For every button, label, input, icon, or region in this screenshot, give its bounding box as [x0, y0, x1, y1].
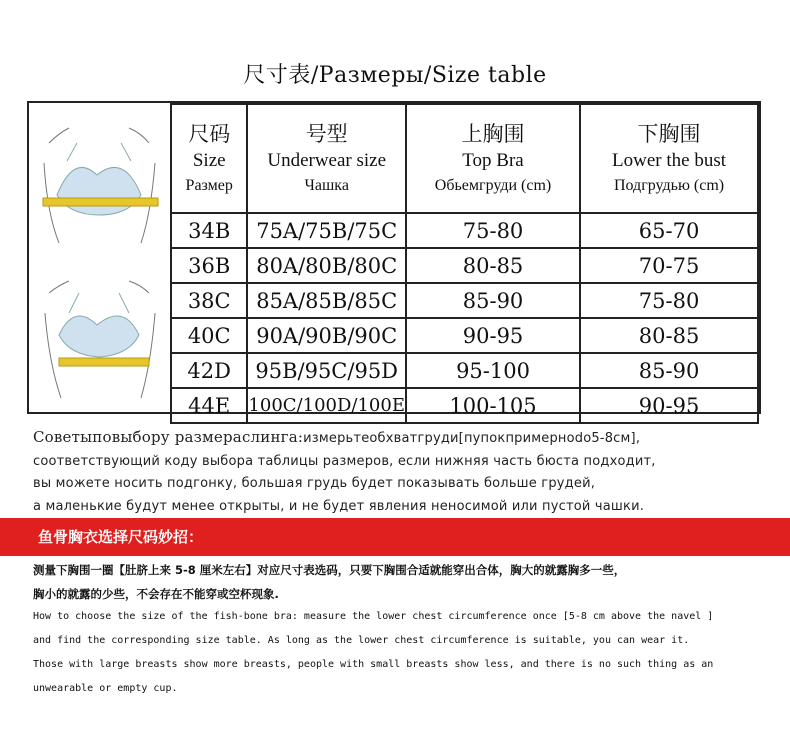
english-tips: [33, 605, 783, 701]
red-banner: [0, 518, 790, 556]
cell-size: 36B: [171, 248, 247, 283]
cell-underwear-size: 90A/90B/90C: [247, 318, 406, 353]
header-en: Size: [192, 149, 226, 171]
russian-tips-line1-rest: измерьтеобхватгруди[пупокпримерноdo5-8см],: [303, 431, 641, 446]
cell-underwear-size: 100C/100D/100E: [247, 388, 406, 423]
chinese-tips-line: 测量下胸围一圈【肚脐上来 5-8 厘米左右】对应尺寸表选码，只要下胸围合适就能穿出合体，胸大的就露胸多一些，: [33, 563, 626, 577]
english-tips-line: and find the corresponding size table. As long as the lower chest circumference is suitable, you can wear it.: [33, 635, 690, 646]
russian-tips: [33, 426, 773, 518]
cell-top-bra: 75-80: [406, 213, 580, 248]
cell-underwear-size: 80A/80B/80C: [247, 248, 406, 283]
header-ru: Обьемгруди (cm): [434, 176, 552, 194]
header-ru: Чашка: [304, 176, 349, 194]
header-cn: 尺码: [188, 121, 231, 146]
size-table-frame: [27, 101, 761, 418]
cell-underwear-size: 95B/95C/95D: [247, 353, 406, 388]
cell-lower-bust: 65-70: [580, 213, 758, 248]
english-tips-line: Those with large breasts show more breasts, people with small breasts show less, and there is no such thing as an: [33, 659, 714, 670]
cell-lower-bust: 75-80: [580, 283, 758, 318]
russian-tips-lead: Советыповыбору размераслинга:: [33, 428, 304, 446]
red-banner-text: 鱼骨胸衣选择尺码妙招：: [38, 528, 204, 546]
header-top-bra: [406, 104, 580, 213]
bra-fitting-illustration: [29, 103, 170, 412]
english-tips-line: unwearable or empty cup.: [33, 683, 178, 694]
cell-size: 44E: [171, 388, 247, 423]
header-en: Top Bra: [462, 149, 524, 171]
header-lower-bust: [580, 104, 758, 213]
russian-tips-line: а маленькие будут менее открыты, и не будет явления неносимой или пустой чашки.: [33, 498, 645, 514]
page-title: 尺寸表/Размеры/Size table: [243, 63, 547, 88]
header-cn: 号型: [305, 121, 348, 146]
lower-bust-figure: [45, 281, 155, 398]
top-bra-figure: [43, 128, 158, 243]
cell-top-bra: 85-90: [406, 283, 580, 318]
header-en: Underwear size: [267, 149, 387, 171]
chinese-tips: [33, 558, 778, 606]
cell-size: 42D: [171, 353, 247, 388]
table-row: [171, 353, 758, 388]
cell-size: 34B: [171, 213, 247, 248]
table-row: [171, 388, 758, 423]
table-row: [171, 283, 758, 318]
size-table: [170, 103, 759, 424]
table-row: [171, 248, 758, 283]
cell-top-bra: 80-85: [406, 248, 580, 283]
table-row: [171, 213, 758, 248]
header-size: [171, 104, 247, 213]
cell-size: 38C: [171, 283, 247, 318]
russian-tips-line: соответствующий коду выбора таблицы размеров, если нижняя часть бюста подходит,: [33, 453, 656, 469]
table-row: [171, 318, 758, 353]
header-underwear-size: [247, 104, 406, 213]
cell-lower-bust: 80-85: [580, 318, 758, 353]
cell-top-bra: 95-100: [406, 353, 580, 388]
chinese-tips-line: 胸小的就露的少些，不会存在不能穿或空杯现象.: [33, 587, 279, 601]
header-ru: Размер: [185, 176, 233, 194]
cell-underwear-size: 85A/85B/85C: [247, 283, 406, 318]
cell-size: 40C: [171, 318, 247, 353]
russian-tips-line: [33, 426, 773, 451]
cell-top-bra: 100-105: [406, 388, 580, 423]
cell-lower-bust: 70-75: [580, 248, 758, 283]
cell-lower-bust: 85-90: [580, 353, 758, 388]
header-cn: 上胸围: [461, 121, 525, 146]
header-cn: 下胸围: [637, 121, 701, 146]
header-ru: Подгрудью (cm): [613, 176, 725, 194]
cell-top-bra: 90-95: [406, 318, 580, 353]
header-en: Lower the bust: [612, 149, 727, 171]
english-tips-line: How to choose the size of the fish-bone bra: measure the lower chest circumference once [5-8 cm above the navel ]: [33, 611, 714, 622]
cell-underwear-size: 75A/75B/75C: [247, 213, 406, 248]
table-header-row: [171, 104, 758, 213]
russian-tips-line: вы можете носить подгонку, большая грудь будет показывать больше грудей,: [33, 476, 596, 491]
cell-lower-bust: 90-95: [580, 388, 758, 423]
